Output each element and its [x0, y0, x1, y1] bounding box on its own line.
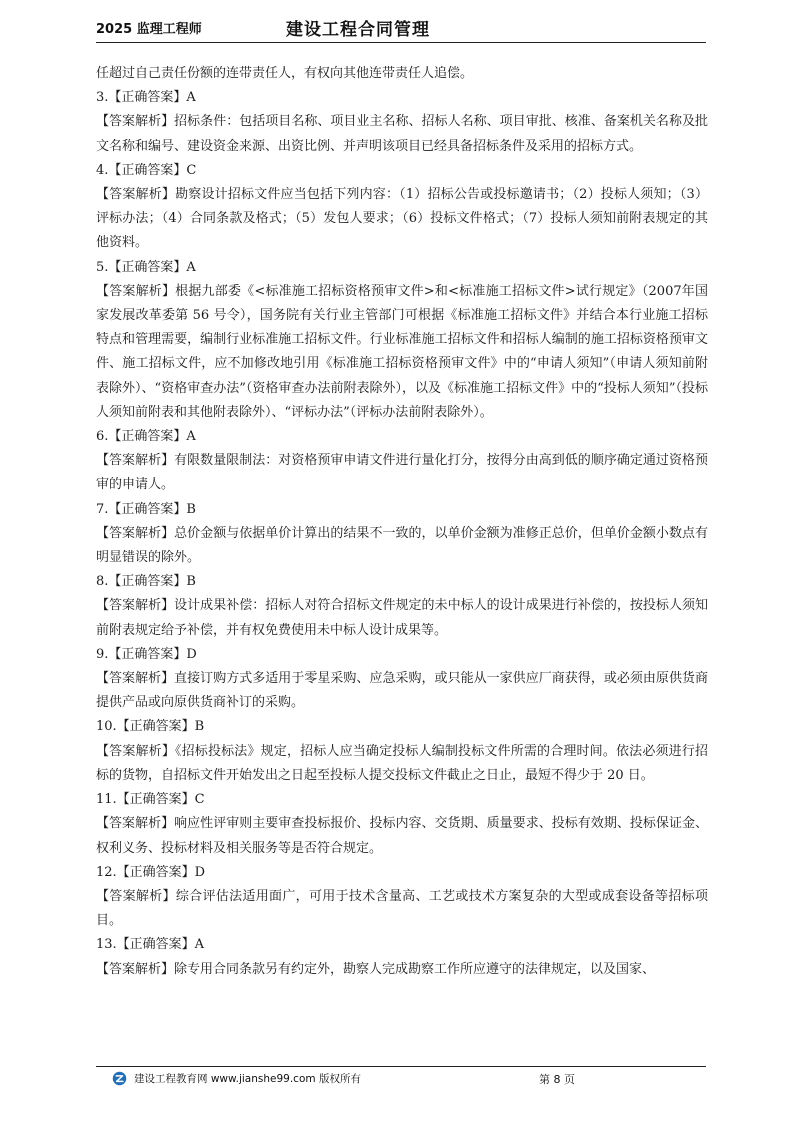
explanation: 【答案解析】有限数量限制法：对资格预审申请文件进行量化打分，按得分由高到低的顺序确定通过资格预审的申请人。 [96, 453, 708, 493]
explanation: 【答案解析】根据九部委《<标准施工招标资格预审文件>和<标准施工招标文件>试行规定》（2007年国家发展改革委第 56 号令），国务院有关行业主管部门可根据《标准施工招标文件》并结合本行业施工招标特点和管理需要，编制行业标准施工招标文件。行业标准施工招标文件和招标人编制的施工招标资格预审文件、施工招标文件，应不加修改地引用《标准施工招标资格预审文件》中的“申请人须知”（申请人须知前附表除外）、“资格审查办法”（资格审查办法前附表除外），以及《标准施工招标文件》中的“投标人须知”（投标人须知前附表和其他附表除外）、“评标办法”（评标办法前附表除外）。 [96, 283, 708, 420]
explanation: 【答案解析】响应性评审则主要审查投标报价、投标内容、交货期、质量要求、投标有效期、投标保证金、权利义务、投标材料及相关服务等是否符合规定。 [96, 816, 708, 856]
answer-line: 12.【正确答案】D [96, 864, 206, 880]
explanation: 【答案解析】勘察设计招标文件应当包括下列内容：（1）招标公告或投标邀请书；（2）投标人须知；（3）评标办法；（4）合同条款及格式；（5）发包人要求；（6）投标文件格式；（7）投标人须知前附表规定的其他资料。 [96, 187, 708, 251]
answer-line: 10.【正确答案】B [96, 719, 205, 735]
document-title: 建设工程合同管理 [286, 20, 430, 40]
explanation: 【答案解析】综合评估法适用面广，可用于技术含量高、工艺或技术方案复杂的大型或成套设备等招标项目。 [96, 888, 708, 929]
explanation: 【答案解析】招标条件：包括项目名称、项目业主名称、招标人名称、项目审批、核准、备案机关名称及批文名称和编号、建设资金来源、出资比例、并声明该项目已经具备招标条件及采用的招标方式。 [96, 114, 708, 154]
explanation: 【答案解析】设计成果补偿：招标人对符合招标文件规定的未中标人的设计成果进行补偿的，按投标人须知前附表规定给予补偿，并有权免费使用未中标人设计成果等。 [96, 598, 708, 638]
answer-line: 9.【正确答案】D [96, 646, 197, 662]
answer-content [96, 62, 708, 982]
copyright-text: 建设工程教育网 www.jianshe99.com 版权所有 [134, 1073, 361, 1085]
answer-line: 11.【正确答案】C [96, 792, 205, 808]
explanation: 【答案解析】除专用合同条款另有约定外，勘察人完成勘察工作所应遵守的法律规定，以及国家、 [96, 961, 656, 977]
explanation: 【答案解析】《招标投标法》规定，招标人应当确定投标人编制投标文件所需的合理时间。依法必须进行招标的货物，自招标文件开始发出之日起至投标人提交投标文件截止之日止，最短不得少于 20 日。 [96, 743, 708, 783]
answer-line: 8.【正确答案】B [96, 574, 196, 590]
answer-line: 4.【正确答案】C [96, 162, 197, 178]
paragraph: 任超过自己责任份额的连带责任人，有权向其他连带责任人追偿。 [96, 66, 474, 81]
exam-name: 2025 监理工程师 [96, 22, 202, 37]
site-logo-icon [112, 1071, 127, 1086]
answer-line: 5.【正确答案】A [96, 259, 196, 275]
page-footer [96, 1066, 706, 1107]
explanation: 【答案解析】总价金额与依据单价计算出的结果不一致的，以单价金额为准修正总价，但单价金额小数点有明显错误的除外。 [96, 525, 708, 566]
answer-line: 6.【正确答案】A [96, 429, 196, 445]
explanation: 【答案解析】直接订购方式多适用于零星采购、应急采购，或只能从一家供应厂商获得，或必须由原供货商提供产品或向原供货商补订的采购。 [96, 671, 708, 711]
answer-line: 13.【正确答案】A [96, 937, 205, 953]
answer-line: 3.【正确答案】A [96, 90, 196, 106]
page-header [96, 14, 706, 43]
answer-line: 7.【正确答案】B [96, 501, 196, 517]
page-number: 第 8 页 [539, 1073, 575, 1086]
